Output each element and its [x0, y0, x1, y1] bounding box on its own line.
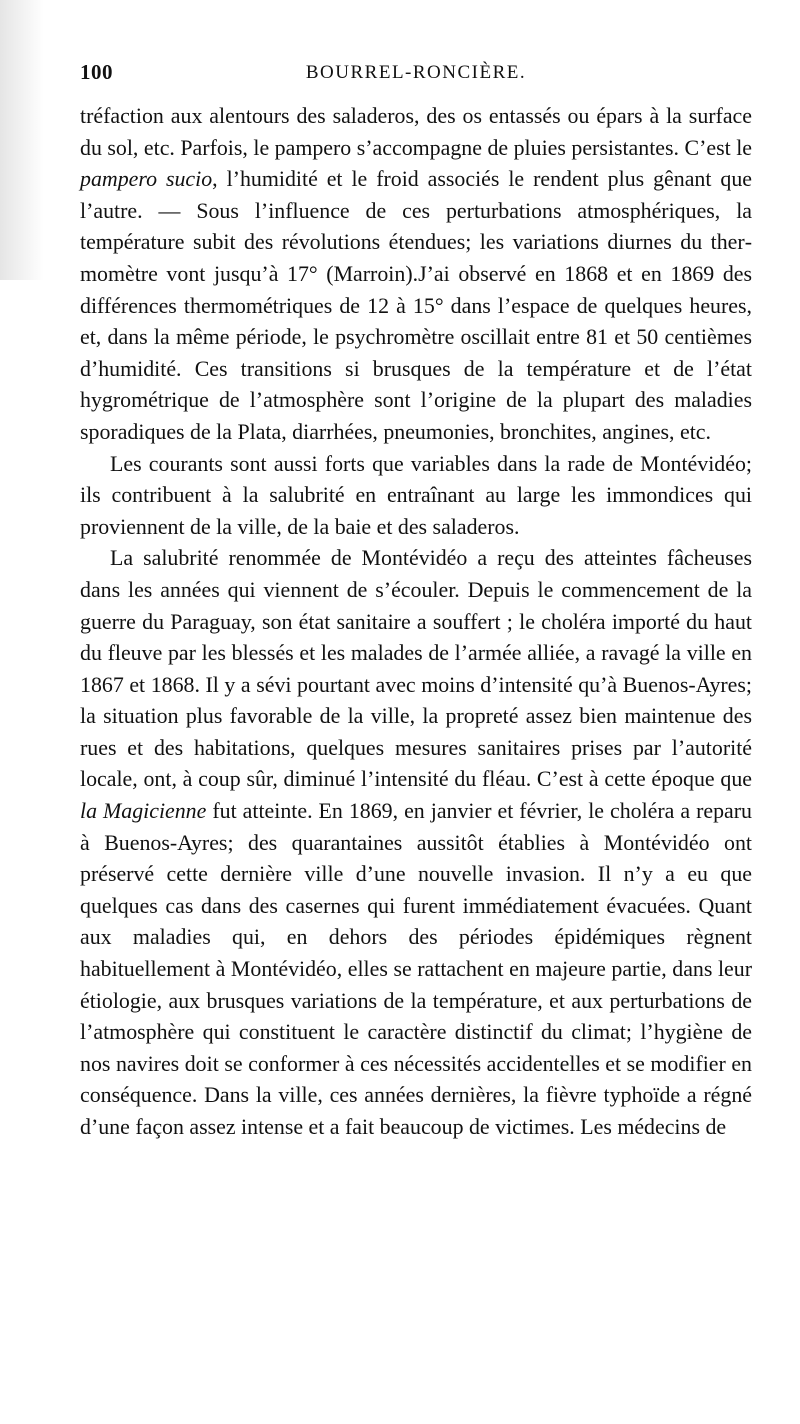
body-text: [80, 100, 752, 1143]
page-header: [80, 60, 752, 94]
text-run: fut atteinte. En 1869, en janvier et février, le choléra a reparu à Buenos-Ayres; des quarantaines aussitôt établies à Montévidéo ont préservé cette dernière ville d’une nouvelle invasion. Il n’y a eu que quelques cas dans des casernes qui furent immédiatement évacuées. Quant aux maladies qui, en dehors des périodes épidémiques règnent habituellement à Montévidéo, elles se rattachent en majeure partie, dans leur étiologie, aux brusques variations de la température, et aux perturbations de l’atmosphère qui constituent le caractère distinctif du climat; l’hygiène de nos navires doit se conformer à ces nécessités accidentelles et se modifier en conséquence. Dans la ville, ces années dernières, la fièvre typhoïde a régné d’une façon assez intense et a fait beaucoup de victimes. Les médecins de: [80, 798, 752, 1139]
text-run: tréfaction aux alentours des saladeros, des os entassés ou épars à la surface du sol, etc. Parfois, le pampero s’accompagne de pluies persistantes. C’est le: [80, 103, 752, 160]
text-run: Les courants sont aussi forts que variables dans la rade de Montévidéo; ils contribuent à la salubrité en entraînant au large les immondices qui proviennent de la ville, de la baie et des saladeros.: [80, 450, 752, 539]
italic-term: la Magicienne: [80, 798, 207, 824]
text-run: La salubrité renommée de Montévidéo a reçu des atteintes fâcheuses dans les années qui viennent de s’écouler. Depuis le commencement de la guerre du Paraguay, son état sanitaire a souffert ; le choléra importé du haut du fleuve par les blessés et les malades de l’armée alliée, a ravagé la ville en 1867 et 1868. Il y a sévi pourtant avec moins d’intensité qu’à Buenos-Ayres; la situation plus favorable de la ville, la propreté assez bien maintenue des rues et des habitations, quelques mesures sanitaires prises par l’autorité locale, ont, à coup sûr, diminué l’intensité du fléau. C’est à cette époque que: [80, 545, 752, 792]
scan-shadow: [0, 0, 44, 280]
running-head: BOURREL-RONCIÈRE.: [305, 62, 527, 83]
paragraph: [80, 448, 752, 543]
page-number: 100: [80, 60, 113, 84]
paragraph: [80, 100, 752, 448]
text-run: , l’humidité et le froid associés le rendent plus gênant que l’autre. — Sous l’influence de ces perturbations atmosphériques, la température subit des révolutions étendues; les variations diurnes du thermomètre vont jusqu’à 17° (Marroin).J’ai observé en 1868 et en 1869 des différences thermométriques de 12 à 15° dans l’espace de quelques heures, et, dans la même période, le psychromètre oscillait entre 81 et 50 centièmes d’humidité. Ces transitions si brusques de la température et de l’état hygrométrique de l’atmosphère sont l’origine de la plupart des maladies sporadiques de la Plata, diarrhées, pneumonies, bronchites, angines, etc.: [80, 166, 752, 444]
paragraph: [80, 542, 752, 1142]
italic-term: pampero sucio: [80, 166, 213, 192]
